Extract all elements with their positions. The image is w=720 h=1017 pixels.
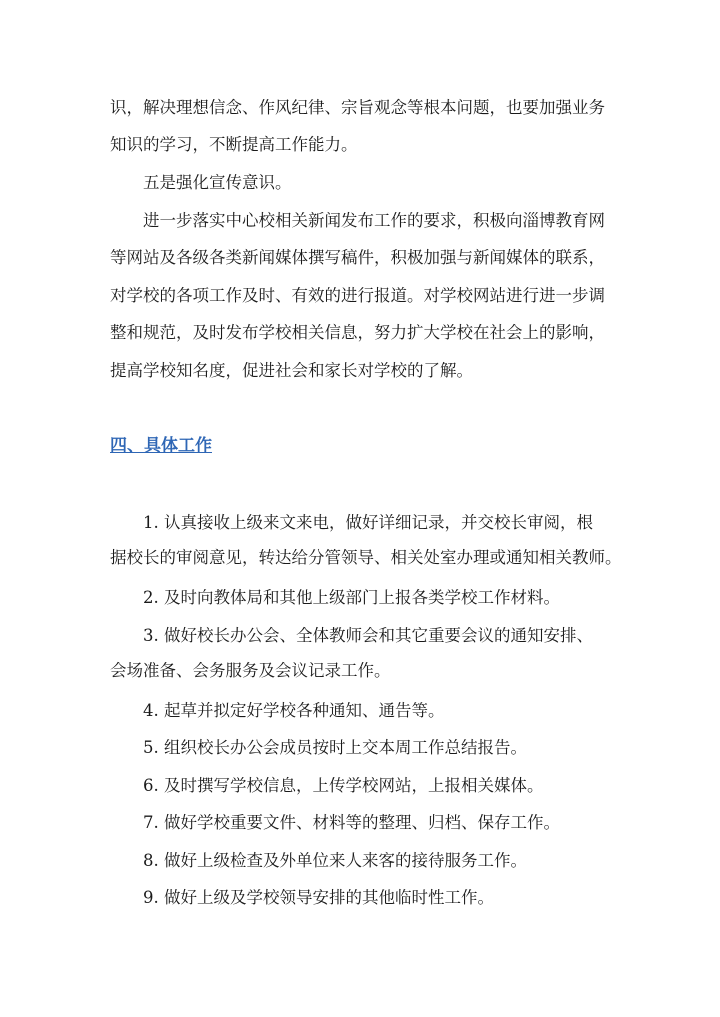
task-item-continuation: 据校长的审阅意见，转达给分管领导、相关处室办理或通知相关教师。 (110, 548, 622, 567)
paragraph-line: 进一步落实中心校相关新闻发布工作的要求，积极向淄博教育网 (143, 211, 605, 230)
task-item-continuation: 会场准备、会务服务及会议记录工作。 (110, 661, 391, 680)
task-item: 4. 起草并拟定好学校各种通知、通告等。 (143, 701, 445, 720)
paragraph-line: 知识的学习，不断提高工作能力。 (110, 135, 358, 154)
task-item: 9. 做好上级及学校领导安排的其他临时性工作。 (143, 888, 494, 907)
paragraph-line: 提高学校知名度，促进社会和家长对学校的了解。 (110, 361, 473, 380)
section-heading: 四、具体工作 (110, 436, 212, 456)
task-item: 3. 做好校长办公会、全体教师会和其它重要会议的通知安排、 (143, 626, 593, 645)
task-item: 7. 做好学校重要文件、材料等的整理、归档、保存工作。 (143, 813, 560, 832)
task-item: 1. 认真接收上级来文来电，做好详细记录，并交校长审阅，根 (143, 513, 593, 532)
subsection-title: 五是强化宣传意识。 (143, 173, 292, 192)
paragraph-line: 对学校的各项工作及时、有效的进行报道。对学校网站进行进一步调 (110, 286, 605, 305)
task-item: 2. 及时向教体局和其他上级部门上报各类学校工作材料。 (143, 588, 560, 607)
paragraph-line: 整和规范，及时发布学校相关信息，努力扩大学校在社会上的影响， (110, 323, 605, 342)
paragraph-line: 等网站及各级各类新闻媒体撰写稿件，积极加强与新闻媒体的联系， (110, 248, 605, 267)
paragraph-line: 识，解决理想信念、作风纪律、宗旨观念等根本问题，也要加强业务 (110, 98, 605, 117)
task-item: 5. 组织校长办公会成员按时上交本周工作总结报告。 (143, 738, 527, 757)
task-item: 6. 及时撰写学校信息，上传学校网站，上报相关媒体。 (143, 776, 544, 795)
task-item: 8. 做好上级检查及外单位来人来客的接待服务工作。 (143, 851, 527, 870)
